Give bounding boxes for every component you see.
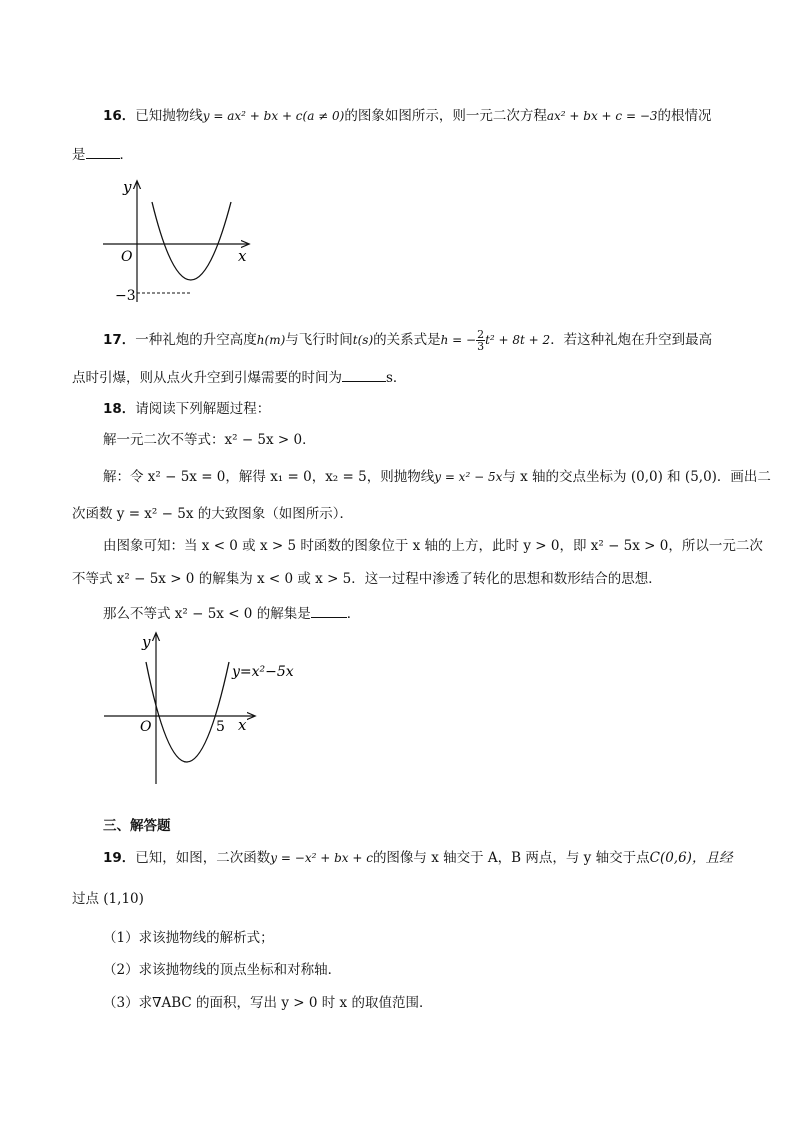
q18-l6	[103, 604, 360, 623]
q16-condition: (a ≠ 0)	[302, 109, 345, 123]
q16-parabola	[152, 202, 231, 280]
q17-frac-den: 3	[477, 340, 485, 353]
q17-unit: s．	[386, 370, 407, 386]
q16-text-b: 的图象如图所示，则一元二次方程	[344, 108, 547, 124]
q17-text-a: 一种礼炮的升空高度	[135, 332, 257, 348]
q17-fraction	[476, 329, 485, 352]
q18-origin-label: O	[140, 719, 152, 735]
q17-formula-a: h = −	[440, 333, 477, 347]
q18-l3: 次函数 y = x² − 5x 的大致图象（如图所示）．	[72, 506, 353, 522]
q19-l2: 过点 (1,10)	[72, 891, 144, 907]
q16-min-label: −3	[115, 288, 136, 304]
q16-text-d: 是	[72, 147, 86, 163]
q17-line2-text: 点时引爆，则从点火升空到引爆需要的时间为	[72, 370, 342, 386]
q18-parabola	[146, 662, 229, 762]
q16-text-c: 的根情况	[657, 108, 712, 124]
q18-graph	[98, 628, 303, 788]
q18-curve-label: y=x²−5x	[232, 664, 294, 680]
q18-l2-c: 与 x 轴的交点坐标为 (0,0) 和 (5,0)．画出二	[502, 469, 771, 485]
q18-end: ．	[346, 606, 361, 622]
q19-sub2: （2）求该抛物线的顶点坐标和对称轴．	[103, 962, 342, 978]
q17-number: 17．	[103, 332, 136, 348]
q18-title: 请阅读下列解题过程：	[135, 401, 271, 417]
q19-sub3: （3）求∇ABC 的面积，写出 y > 0 时 x 的取值范围．	[103, 995, 433, 1011]
q19-line1	[103, 849, 732, 867]
q18-root-label: 5	[216, 719, 225, 735]
q19-number: 19．	[103, 850, 136, 866]
q16-text-a: 已知抛物线	[135, 108, 203, 124]
q18-l2-func: y = x² − 5x	[434, 470, 503, 484]
q16-equation: ax² + bx + c = −3	[546, 109, 658, 123]
q16-number: 16．	[103, 108, 136, 124]
q16-line1	[103, 107, 712, 125]
q17-text-b: 与飞行时间	[285, 332, 353, 348]
q18-l1: 解一元二次不等式：x² − 5x > 0．	[103, 432, 316, 448]
q18-y-label: y	[142, 633, 151, 651]
q16-y-label: y	[123, 178, 132, 196]
q16-answer-blank[interactable]	[86, 145, 120, 159]
q16-origin-label: O	[121, 249, 133, 265]
q17-t: t(s)	[352, 333, 374, 347]
q16-function: y = ax² + bx + c	[202, 109, 303, 123]
q19-sub1: （1）求该抛物线的解析式；	[103, 930, 274, 946]
q16-line2	[72, 145, 133, 164]
q16-end: ．	[119, 147, 133, 163]
q18-l4: 由图象可知：当 x < 0 或 x > 5 时函数的图象位于 x 轴的上方，此时 y > 0，即 x² − 5x > 0，所以一元二次	[103, 538, 763, 554]
q17-h: h(m)	[256, 333, 286, 347]
q18-number: 18．	[103, 401, 136, 417]
q19-l1-b: 的图像与 x 轴交于 A，B 两点，与 y 轴交于点	[372, 850, 650, 866]
q18-l5: 不等式 x² − 5x > 0 的解集为 x < 0 或 x > 5．这一过程中渗透了转化的思想和数形结合的思想．	[72, 571, 662, 587]
q16-graph	[95, 170, 260, 305]
q17-formula-b: t² + 8t + 2	[485, 333, 551, 347]
q18-title-line	[103, 400, 270, 418]
q18-answer-blank[interactable]	[311, 604, 347, 618]
q18-l6-text: 那么不等式 x² − 5x < 0 的解集是	[103, 606, 311, 622]
q18-l2	[103, 468, 771, 486]
q17-frac-num: 2	[477, 328, 485, 341]
q18-x-label: x	[238, 716, 247, 734]
q16-x-label: x	[238, 247, 247, 265]
q17-answer-blank[interactable]	[342, 368, 386, 382]
q19-l1-func: y = −x² + bx + c	[270, 851, 373, 865]
section-heading: 三、解答题	[103, 818, 171, 834]
q17-text-c: 的关系式是	[373, 332, 441, 348]
q18-l2-a: 解：令 x² − 5x = 0，解得 x₁ = 0，x₂ = 5，则抛物线	[103, 469, 435, 485]
q19-l1-a: 已知，如图，二次函数	[135, 850, 271, 866]
q17-line2	[72, 368, 406, 387]
q17-text-d: ．若这种礼炮在升空到最高	[550, 332, 713, 348]
q19-l1-c: C(0,6)，且经	[649, 850, 733, 866]
q17-line1	[103, 329, 712, 352]
